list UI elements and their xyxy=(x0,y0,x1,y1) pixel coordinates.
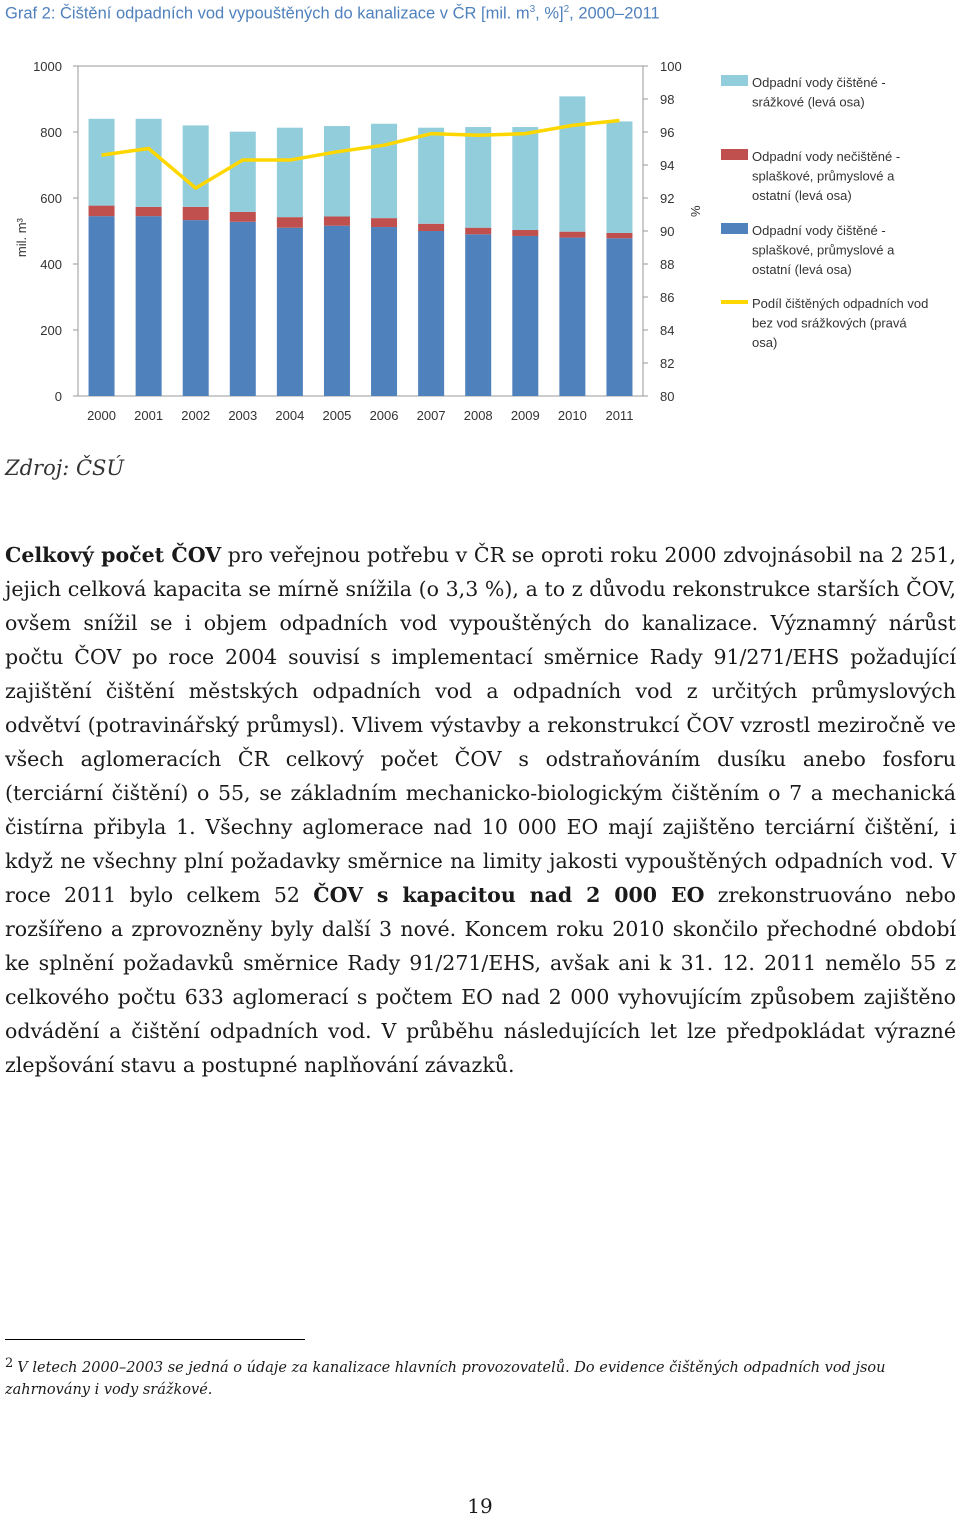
right-tick-label-3: 86 xyxy=(660,290,675,305)
right-tick-label-2: 84 xyxy=(660,323,675,338)
caption-prefix: Graf 2: Čištění odpadních vod vypouštěných do kanalizace v ČR [mil. m xyxy=(5,4,530,23)
bar-2011-s0 xyxy=(606,238,632,396)
body-paragraph xyxy=(5,538,956,1082)
x-tick-label-9: 2009 xyxy=(510,408,540,423)
x-tick-label-1: 2001 xyxy=(134,408,164,423)
bar-2006-s0 xyxy=(371,227,397,396)
page-number: 19 xyxy=(467,1494,493,1518)
bar-2011-s1 xyxy=(606,233,632,238)
bar-2011-s2 xyxy=(606,121,632,233)
left-axis-label: mil. m³ xyxy=(14,218,29,258)
caption-sup-2: 2 xyxy=(563,4,570,15)
bar-2006-s1 xyxy=(371,218,397,227)
bar-2010-s2 xyxy=(559,96,585,231)
bar-2003-s2 xyxy=(230,132,256,212)
caption-sup-1: 3 xyxy=(529,4,536,15)
right-axis-label: % xyxy=(688,205,703,217)
right-tick-label-4: 88 xyxy=(660,257,675,272)
legend-label-2-0: Odpadní vody čištěné - xyxy=(752,223,886,238)
bar-2008-s1 xyxy=(465,228,491,235)
legend-swatch-0 xyxy=(721,75,748,86)
legend-label-0-1: srážkové (levá osa) xyxy=(752,94,865,110)
x-tick-label-11: 2011 xyxy=(605,408,634,423)
right-tick-label-7: 94 xyxy=(660,158,675,173)
bar-2010-s1 xyxy=(559,232,585,238)
bar-2006-s2 xyxy=(371,124,397,218)
bar-2001-s1 xyxy=(136,207,162,216)
bar-2007-s0 xyxy=(418,231,444,396)
footnote xyxy=(5,1353,956,1401)
right-tick-label-9: 98 xyxy=(660,92,675,107)
bar-2001-s2 xyxy=(136,119,162,207)
left-tick-label-3: 600 xyxy=(40,191,62,206)
paragraph-run-2: ČOV s kapacitou nad 2 000 EO xyxy=(313,883,705,907)
legend-label-1-0: Odpadní vody nečištěné - xyxy=(752,149,901,164)
footnote-rule xyxy=(5,1339,305,1340)
bar-2003-s1 xyxy=(230,212,256,222)
x-tick-label-7: 2007 xyxy=(416,408,446,423)
bar-2009-s1 xyxy=(512,230,538,236)
bar-2002-s1 xyxy=(183,207,209,220)
legend-label-3-1: bez vod srážkových (pravá xyxy=(752,315,907,331)
legend-swatch-1 xyxy=(721,149,748,160)
right-tick-label-10: 100 xyxy=(660,59,682,74)
x-tick-label-8: 2008 xyxy=(463,408,493,423)
legend-label-1-2: ostatní (levá osa) xyxy=(752,188,852,203)
paragraph-run-1: pro veřejnou potřebu v ČR se oproti roku 2000 zdvojnásobil na 2 251, jejich celková kapacita se mírně snížila (o 3,3 %), a to z důvodu rekonstrukce starších ČOV, ovšem snížil se i objem odpadních vod vypouštěných do kanalizace. Významný nárůst počtu ČOV po roce 2004 souvisí s implementací směrnice Rady 91/271/EHS požadující zajištění čištění městských odpadních vod a odpadních vod z určitých průmyslových odvětví (potravinářský průmysl). Vlivem výstavby a rekonstrukcí ČOV vzrostl meziročně ve všech aglomeracích ČR celkový počet ČOV s odstraňováním dusíku anebo fosforu (terciární čištění) o 55, se základním mechanicko-biologickým čištěním o 7 a mechanická čistírna přibyla 1. Všechny aglomerace nad 10 000 EO mají zajištěno terciární čištění, i když ne všechny plní požadavky směrnice na limity jakosti vypouštěných odpadních vod. V roce 2011 bylo celkem 52 xyxy=(5,543,957,907)
wastewater-chart xyxy=(0,46,960,436)
x-tick-label-4: 2004 xyxy=(275,408,305,423)
chart-caption xyxy=(5,4,955,24)
bar-2004-s1 xyxy=(277,217,303,228)
bar-2007-s2 xyxy=(418,128,444,224)
x-tick-label-5: 2005 xyxy=(322,408,352,423)
bar-2005-s0 xyxy=(324,226,350,396)
left-tick-label-4: 800 xyxy=(40,125,62,140)
bar-2003-s0 xyxy=(230,222,256,396)
right-tick-label-5: 90 xyxy=(660,224,675,239)
bar-2004-s2 xyxy=(277,128,303,217)
bar-2009-s0 xyxy=(512,236,538,396)
legend-label-3-2: osa) xyxy=(752,335,778,350)
left-tick-label-2: 400 xyxy=(40,257,62,272)
legend-label-1-1: splaškové, průmyslové a xyxy=(752,168,895,184)
caption-suffix: , 2000–2011 xyxy=(569,4,660,23)
right-tick-label-6: 92 xyxy=(660,191,675,206)
right-tick-label-8: 96 xyxy=(660,125,675,140)
x-tick-label-6: 2006 xyxy=(369,408,399,423)
bar-2010-s0 xyxy=(559,238,585,396)
x-tick-label-10: 2010 xyxy=(557,408,587,423)
paragraph-run-3: zrekonstruováno nebo rozšířeno a zprovozněny byly další 3 nové. Koncem roku 2010 skončilo přechodné období ke splnění požadavků směrnice Rady 91/271/EHS, avšak ani k 31. 12. 2011 nemělo 55 z celkového počtu 633 aglomerací s počtem EO nad 2 000 vyhovujícím způsobem zajištěno odvádění a čištění odpadních vod. V průběhu následujících let lze předpokládat výrazné zlepšování stavu a postupné naplňování závazků. xyxy=(5,883,957,1077)
legend-swatch-2 xyxy=(721,223,748,234)
legend-label-3-0: Podíl čištěných odpadních vod xyxy=(752,296,929,311)
bar-2004-s0 xyxy=(277,228,303,396)
left-tick-label-5: 1000 xyxy=(33,59,62,74)
x-tick-label-0: 2000 xyxy=(87,408,117,423)
left-tick-label-1: 200 xyxy=(40,323,62,338)
caption-mid: , %] xyxy=(535,4,564,23)
bar-2009-s2 xyxy=(512,127,538,230)
x-tick-label-3: 2003 xyxy=(228,408,258,423)
share-line-0 xyxy=(102,120,620,188)
bar-2001-s0 xyxy=(136,216,162,396)
legend-label-0-0: Odpadní vody čištěné - xyxy=(752,75,886,90)
plot-frame xyxy=(78,66,643,396)
bar-2005-s2 xyxy=(324,126,350,216)
right-tick-label-0: 80 xyxy=(660,389,675,404)
bar-2008-s0 xyxy=(465,234,491,396)
bar-2008-s2 xyxy=(465,127,491,228)
legend-label-2-2: ostatní (levá osa) xyxy=(752,262,852,277)
x-tick-label-2: 2002 xyxy=(181,408,211,423)
legend-label-2-1: splaškové, průmyslové a xyxy=(752,242,895,258)
bar-2000-s0 xyxy=(89,216,115,396)
source-note: Zdroj: ČSÚ xyxy=(5,456,125,480)
paragraph-run-0: Celkový počet ČOV xyxy=(5,543,222,567)
footnote-number: 2 xyxy=(5,1356,14,1371)
bar-2002-s2 xyxy=(183,125,209,207)
legend-swatch-3 xyxy=(721,300,748,304)
right-tick-label-1: 82 xyxy=(660,356,675,371)
footnote-text: V letech 2000–2003 se jedná o údaje za kanalizace hlavních provozovatelů. Do evidence čištěných odpadních vod jsou zahrnovány i vody srážkové. xyxy=(5,1360,886,1398)
left-tick-label-0: 0 xyxy=(54,389,62,404)
bar-2000-s2 xyxy=(89,119,115,206)
bar-2007-s1 xyxy=(418,224,444,231)
bar-2005-s1 xyxy=(324,216,350,225)
bar-2000-s1 xyxy=(89,206,115,217)
bar-2002-s0 xyxy=(183,220,209,396)
